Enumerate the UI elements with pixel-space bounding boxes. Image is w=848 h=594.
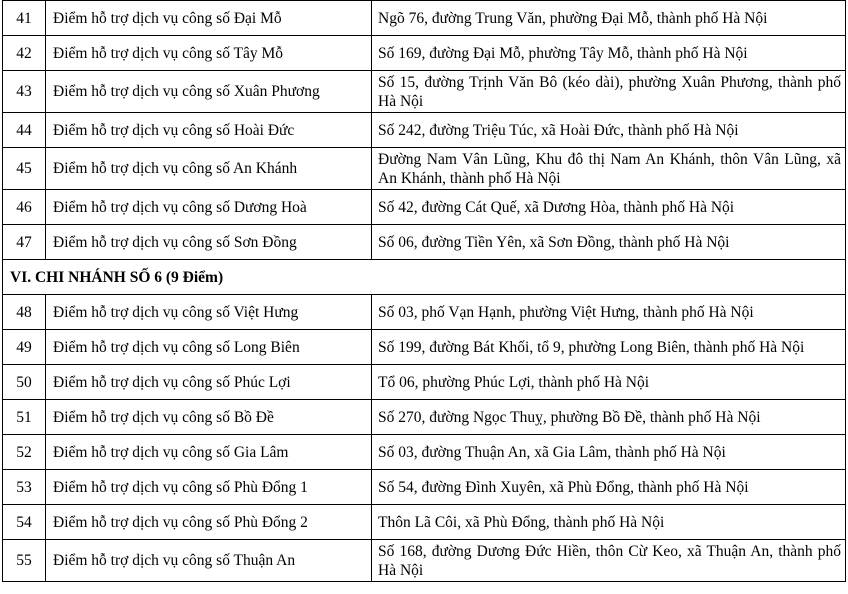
point-name: Điểm hỗ trợ dịch vụ công số Long Biên [46, 330, 372, 365]
table-row [3, 148, 846, 190]
point-name: Điểm hỗ trợ dịch vụ công số Phù Đổng 2 [46, 505, 372, 540]
section-body [3, 260, 846, 295]
point-address: Số 03, phố Vạn Hạnh, phường Việt Hưng, thành phố Hà Nội [372, 295, 846, 330]
table-row [3, 190, 846, 225]
point-address: Số 03, đường Thuận An, xã Gia Lâm, thành phố Hà Nội [372, 435, 846, 470]
point-address: Số 54, đường Đình Xuyên, xã Phù Đổng, thành phố Hà Nội [372, 470, 846, 505]
point-name: Điểm hỗ trợ dịch vụ công số Hoài Đức [46, 113, 372, 148]
table-row [3, 330, 846, 365]
table-body-bottom [3, 295, 846, 582]
table-row [3, 225, 846, 260]
table-row [3, 36, 846, 71]
row-number: 55 [3, 540, 46, 582]
point-name: Điểm hỗ trợ dịch vụ công số Dương Hoà [46, 190, 372, 225]
row-number: 44 [3, 113, 46, 148]
point-address: Số 270, đường Ngọc Thuỵ, phường Bồ Đề, thành phố Hà Nội [372, 400, 846, 435]
point-address: Ngõ 76, đường Trung Văn, phường Đại Mỗ, thành phố Hà Nội [372, 1, 846, 36]
point-name: Điểm hỗ trợ dịch vụ công số Việt Hưng [46, 295, 372, 330]
table-row [3, 365, 846, 400]
table-row [3, 470, 846, 505]
point-name: Điểm hỗ trợ dịch vụ công số Gia Lâm [46, 435, 372, 470]
row-number: 45 [3, 148, 46, 190]
point-address: Số 242, đường Triệu Túc, xã Hoài Đức, thành phố Hà Nội [372, 113, 846, 148]
row-number: 52 [3, 435, 46, 470]
table-row [3, 505, 846, 540]
point-address: Đường Nam Vân Lũng, Khu đô thị Nam An Khánh, thôn Vân Lũng, xã An Khánh, thành phố Hà Nội [372, 148, 846, 190]
point-name: Điểm hỗ trợ dịch vụ công số Thuận An [46, 540, 372, 582]
point-name: Điểm hỗ trợ dịch vụ công số Phù Đổng 1 [46, 470, 372, 505]
row-number: 53 [3, 470, 46, 505]
row-number: 50 [3, 365, 46, 400]
section-title: VI. CHI NHÁNH SỐ 6 (9 Điểm) [3, 260, 846, 295]
point-name: Điểm hỗ trợ dịch vụ công số Bồ Đề [46, 400, 372, 435]
row-number: 51 [3, 400, 46, 435]
point-name: Điểm hỗ trợ dịch vụ công số Sơn Đồng [46, 225, 372, 260]
row-number: 43 [3, 71, 46, 113]
point-name: Điểm hỗ trợ dịch vụ công số Tây Mỗ [46, 36, 372, 71]
row-number: 41 [3, 1, 46, 36]
table-row [3, 435, 846, 470]
point-name: Điểm hỗ trợ dịch vụ công số Đại Mỗ [46, 1, 372, 36]
row-number: 48 [3, 295, 46, 330]
table-row [3, 1, 846, 36]
point-address: Thôn Lã Côi, xã Phù Đổng, thành phố Hà Nội [372, 505, 846, 540]
section-header-row [3, 260, 846, 295]
point-address: Số 168, đường Dương Đức Hiền, thôn Cừ Keo, xã Thuận An, thành phố Hà Nội [372, 540, 846, 582]
point-name: Điểm hỗ trợ dịch vụ công số Xuân Phương [46, 71, 372, 113]
table-body-top [3, 1, 846, 260]
row-number: 46 [3, 190, 46, 225]
table-row [3, 113, 846, 148]
point-address: Số 169, đường Đại Mỗ, phường Tây Mỗ, thành phố Hà Nội [372, 36, 846, 71]
point-name: Điểm hỗ trợ dịch vụ công số Phúc Lợi [46, 365, 372, 400]
table-row [3, 400, 846, 435]
point-address: Số 199, đường Bát Khối, tổ 9, phường Long Biên, thành phố Hà Nội [372, 330, 846, 365]
row-number: 54 [3, 505, 46, 540]
point-name: Điểm hỗ trợ dịch vụ công số An Khánh [46, 148, 372, 190]
table-row [3, 71, 846, 113]
point-address: Số 15, đường Trịnh Văn Bô (kéo dài), phường Xuân Phương, thành phố Hà Nội [372, 71, 846, 113]
point-address: Tổ 06, phường Phúc Lợi, thành phố Hà Nội [372, 365, 846, 400]
service-points-table [2, 0, 846, 582]
row-number: 49 [3, 330, 46, 365]
table-row [3, 295, 846, 330]
point-address: Số 06, đường Tiền Yên, xã Sơn Đồng, thành phố Hà Nội [372, 225, 846, 260]
row-number: 42 [3, 36, 46, 71]
point-address: Số 42, đường Cát Quế, xã Dương Hòa, thành phố Hà Nội [372, 190, 846, 225]
table-row [3, 540, 846, 582]
row-number: 47 [3, 225, 46, 260]
